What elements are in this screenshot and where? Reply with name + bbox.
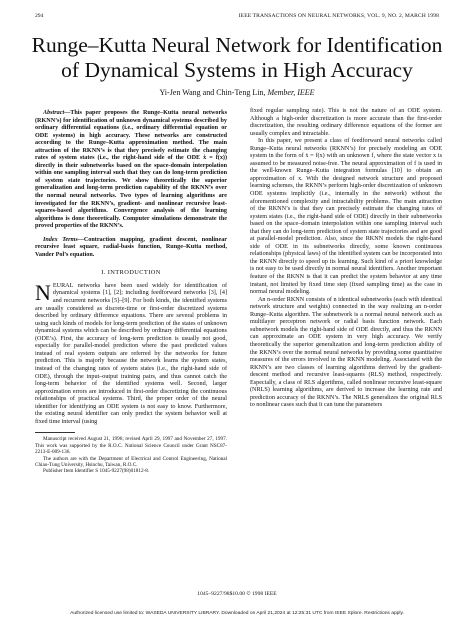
abstract-label: Abstract— [43,110,71,116]
left-column [35,110,227,475]
intro-text: networks have been used widely for identification of dynamical systems [1], [2]; including feedforward networks [3], [4] and recurrent networks [5]–[9]. For both kinds, the identified systems are usually considered as discrete-time or first-order discretized systems described by ordinary difference equations. There are several problems in using such kinds of models for long-term prediction of the states of unknown dynamical systems which can be described by ordinary differential equations (ODE’s). First, the accuracy of long-term prediction is usually not good, especially for parallel-model prediction where the past predicted values instead of real system outputs are referred by the networks for future prediction. This is majorly because the network learns the system states, instead of the changing rates of system states (i.e., the right-hand side of ODE), through the input–output training pairs, and thus cannot catch the long-term behavior of the identified systems well. Second, larger approximation errors are introduced in first-order discretizing the continuous relationships of practical systems. Third, the proper order of the neural identifier for identifying an ODE system is not easy to know. Furthermore, the existing neural identifier can only predict the system behavior well at fixed time interval (using [35,282,227,425]
author-line [0,88,474,97]
index-terms [35,237,227,260]
footnote-rule [35,432,75,433]
page-number: 294 [35,13,44,19]
author-names: Yi-Jen Wang and Chin-Teng Lin, [159,88,266,97]
intro-paragraph [35,279,227,426]
right-paragraph-2: In this paper, we present a class of feedforward neural networks called Runge–Kutta neural networks (RKNN’s) for precisely modeling an ODE system in the form of ẋ = f(x) with an unknown f, where the state vector x is assumed to be measured noise-free. The neural approximation of f is used in the well-known Runge–Kutta integration formulas [10] to obtain an approximation of x. With the designed network structure and proposed learning schemes, the RKNN’s perform high-order discretization of unknown ODE systems implicitly (i.e., internally in the network) without the aforementioned complexity and intractability problems. The main attraction of the RKNN’s is that they can precisely estimate the changing rates of system states (i.e., the right-hand side of ODE) directly in their subnetworks based on the space–domain interpolation within one sampling interval such that they can do long-term prediction of system state trajectories and are good at parallel-model prediction. Also, since the RKNN models the right-hand side of ODE in its subnetworks directly, some known continuous relationships (physical laws) of the identified system can be incorporated into the RKNN directly to speed up its learning. Such kind of a priori knowledge is not easy to be used directly in normal neural identifiers. Another important feature of the RKNN is that it can predict the system behavior at any time instant, not limited by fixed time step (fixed sampling time) as the case in normal neural modeling. [250,138,442,296]
right-paragraph-3: An n-order RKNN consists of n identical subnetworks (each with identical network structure and weights) connected in the way realizing an n-order Runge–Kutta algorithm. The subnetwork is a normal neural network such as multilayer perceptron network or radial basis function network. Each subnetwork models the right-hand side of ODE directly, and thus the RKNN can approximate an ODE system in very high accuracy. We verify theoretically the superior generalization and long-term prediction ability of the RKNN’s over the normal neural networks by providing some quantitative measures of the errors involved in the RKNN modeling. Associated with the RKNN’s are two classes of learning algorithms derived by the gradient-descent method and recursive least-squares (RLS) method, respectively. Especially, a class of RLS algorithms, called nonlinear recursive least-square (NRLS) learning algorithms, are derived to increase the learning rate and prediction accuracy of the RKNN’s. The NRLS generalizes the original RLS to nonlinear cases such that it can tune the parameters [250,296,442,409]
index-terms-text: Contraction mapping, gradient descent, nonlinear recursive least square, radial-basis function, Runge–Kutta method, Vander Pol’s equation. [35,236,227,258]
right-paragraph-1: fixed regular sampling rate). This is not the nature of an ODE system. Although a high-order discretization is more accurate than the first-order discretization, the resulting ordinary difference equations of the former are usually complex and intractable. [250,108,442,137]
drop-cap: N [35,279,51,305]
footnote-manuscript: Manuscript received August 21, 1996; revised April 29, 1997 and November 27, 1997. This work was supported by the R.O.C. National Science Council under Grant NSC87-2213-E-009-136. [35,436,227,456]
section-heading: I. INTRODUCTION [101,269,161,277]
index-terms-label: Index Terms— [43,236,84,243]
paper-title: Runge–Kutta Neural Network for Identification of Dynamical Systems in High Accuracy [31,33,443,82]
footnote-publisher-id: Publisher Item Identifier S 1045-9227(98)01812-8. [43,468,150,475]
abstract [35,110,227,231]
footnote-affiliation: The authors are with the Department of Electrical and Control Engineering, National Chiao-Tung University, Hsinchu, Taiwan, R.O.C. [35,455,227,468]
running-header [35,13,439,23]
copyright-footer: 1045–9227/98$10.00 © 1998 IEEE [197,591,277,597]
intro-first-word: EURAL [52,282,74,289]
journal-name: IEEE TRANSACTIONS ON NEURAL NETWORKS, VOL. 9, NO. 2, MARCH 1998 [238,13,439,19]
right-column [250,108,442,410]
author-membership: Member, IEEE [267,88,315,97]
license-banner: Authorized licensed use limited to: WASEDA UNIVERSITY LIBRARY. Downloaded on April 21,2024 at 12:25:31 UTC from IEEE Xplore. Restrictions apply. [70,611,404,616]
abstract-text: This paper proposes the Runge–Kutta neural networks (RKNN’s) for identification of unknown dynamical systems described by ordinary differential equations (i.e., ordinary differential equation or ODE systems) in high accuracy. These networks are constructed according to the Runge–Kutta approximation method. The main attraction of the RKNN’s is that they precisely estimate the changing rates of system states (i.e., the right-hand side of the ODE ẋ = f(x)) directly in their subnetworks based on the space-domain interpolation within one sampling interval such that they can do long-term prediction of system state trajectories. We show theoretically the superior generalization and long-term prediction capability of the RKNN’s over the normal neural networks. Two types of learning algorithms are investigated for the RKNN’s, gradient- and nonlinear recursive least-squares-based algorithms. Convergence analysis of the learning algorithms is done theoretically. Computer simulations demonstrate the proved properties of the RKNN’s. [35,110,227,230]
